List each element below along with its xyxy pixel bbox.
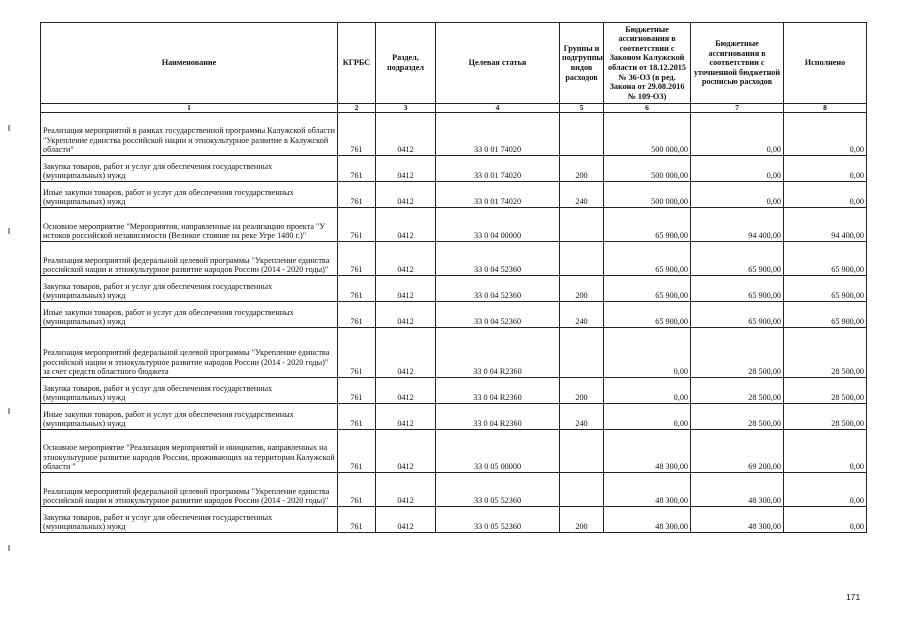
row-name: Закупка товаров, работ и услуг для обеспечения государственных (муниципальных) нужд — [41, 156, 338, 182]
row-section: 0412 — [376, 276, 436, 302]
row-name: Закупка товаров, работ и услуг для обеспечения государственных (муниципальных) нужд — [41, 507, 338, 533]
row-refined-allocation: 65 900,00 — [691, 242, 784, 276]
row-executed: 94 400,00 — [784, 208, 867, 242]
row-section: 0412 — [376, 182, 436, 208]
row-executed: 0,00 — [784, 430, 867, 473]
row-target-article: 33 0 04 52360 — [436, 276, 560, 302]
table-row — [41, 404, 867, 430]
row-name: Иные закупки товаров, работ и услуг для обеспечения государственных (муниципальных) нужд — [41, 182, 338, 208]
table-body — [41, 113, 867, 533]
table-row — [41, 208, 867, 242]
table-row — [41, 328, 867, 378]
row-target-article: 33 0 05 52360 — [436, 473, 560, 507]
row-name: Основное мероприятие "Реализация мероприятий и инициатив, направленных на этнокультурное развитие народов России, проживающих на территории Калужской области " — [41, 430, 338, 473]
row-budget-allocation: 65 900,00 — [604, 242, 691, 276]
page-number: 171 — [846, 592, 861, 602]
column-number-8: 8 — [784, 104, 867, 113]
row-budget-allocation: 500 000,00 — [604, 113, 691, 156]
row-expense-group — [560, 113, 604, 156]
row-section: 0412 — [376, 473, 436, 507]
column-header-6: Бюджетные ассигнования в соответствии с Законом Калужской области от 18.12.2015 № 36-ОЗ (в ред. Закона от 29.08.2016 № 109-ОЗ) — [604, 23, 691, 104]
row-budget-allocation: 48 300,00 — [604, 473, 691, 507]
row-target-article: 33 0 01 74020 — [436, 113, 560, 156]
row-executed: 28 500,00 — [784, 378, 867, 404]
row-section: 0412 — [376, 430, 436, 473]
row-budget-allocation: 500 000,00 — [604, 182, 691, 208]
row-refined-allocation: 48 300,00 — [691, 507, 784, 533]
row-section: 0412 — [376, 208, 436, 242]
table-row — [41, 430, 867, 473]
row-budget-allocation: 0,00 — [604, 328, 691, 378]
column-header-3: Раздел, подраздел — [376, 23, 436, 104]
budget-table — [40, 22, 867, 533]
column-header-4: Целевая статья — [436, 23, 560, 104]
row-executed: 0,00 — [784, 182, 867, 208]
row-budget-allocation: 48 300,00 — [604, 430, 691, 473]
table-row — [41, 242, 867, 276]
row-section: 0412 — [376, 507, 436, 533]
row-executed: 28 500,00 — [784, 404, 867, 430]
row-section: 0412 — [376, 242, 436, 276]
row-expense-group: 200 — [560, 507, 604, 533]
row-budget-allocation: 0,00 — [604, 404, 691, 430]
row-executed: 0,00 — [784, 473, 867, 507]
row-section: 0412 — [376, 404, 436, 430]
row-section: 0412 — [376, 328, 436, 378]
column-header-5: Группы и подгруппы видов расходов — [560, 23, 604, 104]
table-header — [41, 23, 867, 113]
row-name: Реализация мероприятий федеральной целевой программы "Укрепление единства российской нации и этнокультурное развитие народов России (2014 - 2020 годы)" за счет средств областного бюджета — [41, 328, 338, 378]
row-kgrbs: 761 — [338, 328, 376, 378]
row-kgrbs: 761 — [338, 473, 376, 507]
row-executed: 0,00 — [784, 113, 867, 156]
row-expense-group: 240 — [560, 404, 604, 430]
row-executed: 65 900,00 — [784, 276, 867, 302]
row-kgrbs: 761 — [338, 404, 376, 430]
row-target-article: 33 0 05 52360 — [436, 507, 560, 533]
row-expense-group — [560, 242, 604, 276]
row-name: Реализация мероприятий в рамках государственной программы Калужской области "Укрепление единства российской нации и этнокультурное развитие в Калужской области" — [41, 113, 338, 156]
row-refined-allocation: 28 500,00 — [691, 404, 784, 430]
row-name: Реализация мероприятий федеральной целевой программы "Укрепление единства российской нации и этнокультурное развитие народов России (2014 - 2020 годы)" — [41, 473, 338, 507]
row-budget-allocation: 65 900,00 — [604, 208, 691, 242]
row-target-article: 33 0 05 00000 — [436, 430, 560, 473]
row-section: 0412 — [376, 156, 436, 182]
margin-mark — [8, 408, 10, 414]
column-number-1: 1 — [41, 104, 338, 113]
table-row — [41, 507, 867, 533]
row-kgrbs: 761 — [338, 208, 376, 242]
row-expense-group: 240 — [560, 302, 604, 328]
column-number-6: 6 — [604, 104, 691, 113]
row-name: Основное мероприятие "Мероприятия, направленные на реализацию проекта "У истоков российской независимости (Великое стояние на реке Угре 1480 г.)" — [41, 208, 338, 242]
table-row — [41, 113, 867, 156]
row-budget-allocation: 65 900,00 — [604, 302, 691, 328]
row-section: 0412 — [376, 113, 436, 156]
table-row — [41, 182, 867, 208]
table-row — [41, 276, 867, 302]
column-header-2: КГРБС — [338, 23, 376, 104]
row-refined-allocation: 94 400,00 — [691, 208, 784, 242]
table-row — [41, 378, 867, 404]
column-number-4: 4 — [436, 104, 560, 113]
row-expense-group: 200 — [560, 378, 604, 404]
row-expense-group — [560, 208, 604, 242]
row-target-article: 33 0 04 R2360 — [436, 328, 560, 378]
row-expense-group — [560, 328, 604, 378]
row-executed: 65 900,00 — [784, 242, 867, 276]
column-header-8: Исполнено — [784, 23, 867, 104]
row-expense-group — [560, 473, 604, 507]
row-name: Иные закупки товаров, работ и услуг для обеспечения государственных (муниципальных) нужд — [41, 302, 338, 328]
row-kgrbs: 761 — [338, 156, 376, 182]
row-expense-group: 200 — [560, 156, 604, 182]
row-expense-group: 200 — [560, 276, 604, 302]
table-row — [41, 156, 867, 182]
row-name: Закупка товаров, работ и услуг для обеспечения государственных (муниципальных) нужд — [41, 378, 338, 404]
row-kgrbs: 761 — [338, 276, 376, 302]
row-target-article: 33 0 04 R2360 — [436, 378, 560, 404]
table-row — [41, 302, 867, 328]
row-refined-allocation: 0,00 — [691, 113, 784, 156]
row-target-article: 33 0 04 52360 — [436, 242, 560, 276]
column-header-1: Наименование — [41, 23, 338, 104]
row-budget-allocation: 500 000,00 — [604, 156, 691, 182]
column-number-5: 5 — [560, 104, 604, 113]
row-refined-allocation: 65 900,00 — [691, 302, 784, 328]
row-kgrbs: 761 — [338, 430, 376, 473]
row-expense-group — [560, 430, 604, 473]
row-refined-allocation: 28 500,00 — [691, 328, 784, 378]
margin-mark — [8, 228, 10, 234]
row-target-article: 33 0 04 R2360 — [436, 404, 560, 430]
row-section: 0412 — [376, 302, 436, 328]
row-kgrbs: 761 — [338, 378, 376, 404]
row-refined-allocation: 0,00 — [691, 182, 784, 208]
row-refined-allocation: 48 300,00 — [691, 473, 784, 507]
row-kgrbs: 761 — [338, 242, 376, 276]
row-target-article: 33 0 01 74020 — [436, 182, 560, 208]
row-kgrbs: 761 — [338, 113, 376, 156]
row-refined-allocation: 69 200,00 — [691, 430, 784, 473]
row-executed: 65 900,00 — [784, 302, 867, 328]
column-header-7: Бюджетные ассигнования в соответствии с уточненной бюджетной росписью расходов — [691, 23, 784, 104]
row-refined-allocation: 28 500,00 — [691, 378, 784, 404]
row-section: 0412 — [376, 378, 436, 404]
margin-mark — [8, 125, 10, 131]
row-name: Закупка товаров, работ и услуг для обеспечения государственных (муниципальных) нужд — [41, 276, 338, 302]
row-executed: 0,00 — [784, 507, 867, 533]
row-target-article: 33 0 01 74020 — [436, 156, 560, 182]
row-target-article: 33 0 04 00000 — [436, 208, 560, 242]
row-budget-allocation: 48 300,00 — [604, 507, 691, 533]
row-executed: 28 500,00 — [784, 328, 867, 378]
row-name: Иные закупки товаров, работ и услуг для обеспечения государственных (муниципальных) нужд — [41, 404, 338, 430]
row-budget-allocation: 0,00 — [604, 378, 691, 404]
row-kgrbs: 761 — [338, 182, 376, 208]
table-row — [41, 473, 867, 507]
column-number-3: 3 — [376, 104, 436, 113]
row-kgrbs: 761 — [338, 302, 376, 328]
column-number-7: 7 — [691, 104, 784, 113]
row-executed: 0,00 — [784, 156, 867, 182]
column-number-2: 2 — [338, 104, 376, 113]
row-refined-allocation: 0,00 — [691, 156, 784, 182]
row-expense-group: 240 — [560, 182, 604, 208]
row-refined-allocation: 65 900,00 — [691, 276, 784, 302]
row-target-article: 33 0 04 52360 — [436, 302, 560, 328]
margin-mark — [8, 545, 10, 551]
row-budget-allocation: 65 900,00 — [604, 276, 691, 302]
row-name: Реализация мероприятий федеральной целевой программы "Укрепление единства российской нации и этнокультурное развитие народов России (2014 - 2020 годы)" — [41, 242, 338, 276]
row-kgrbs: 761 — [338, 507, 376, 533]
